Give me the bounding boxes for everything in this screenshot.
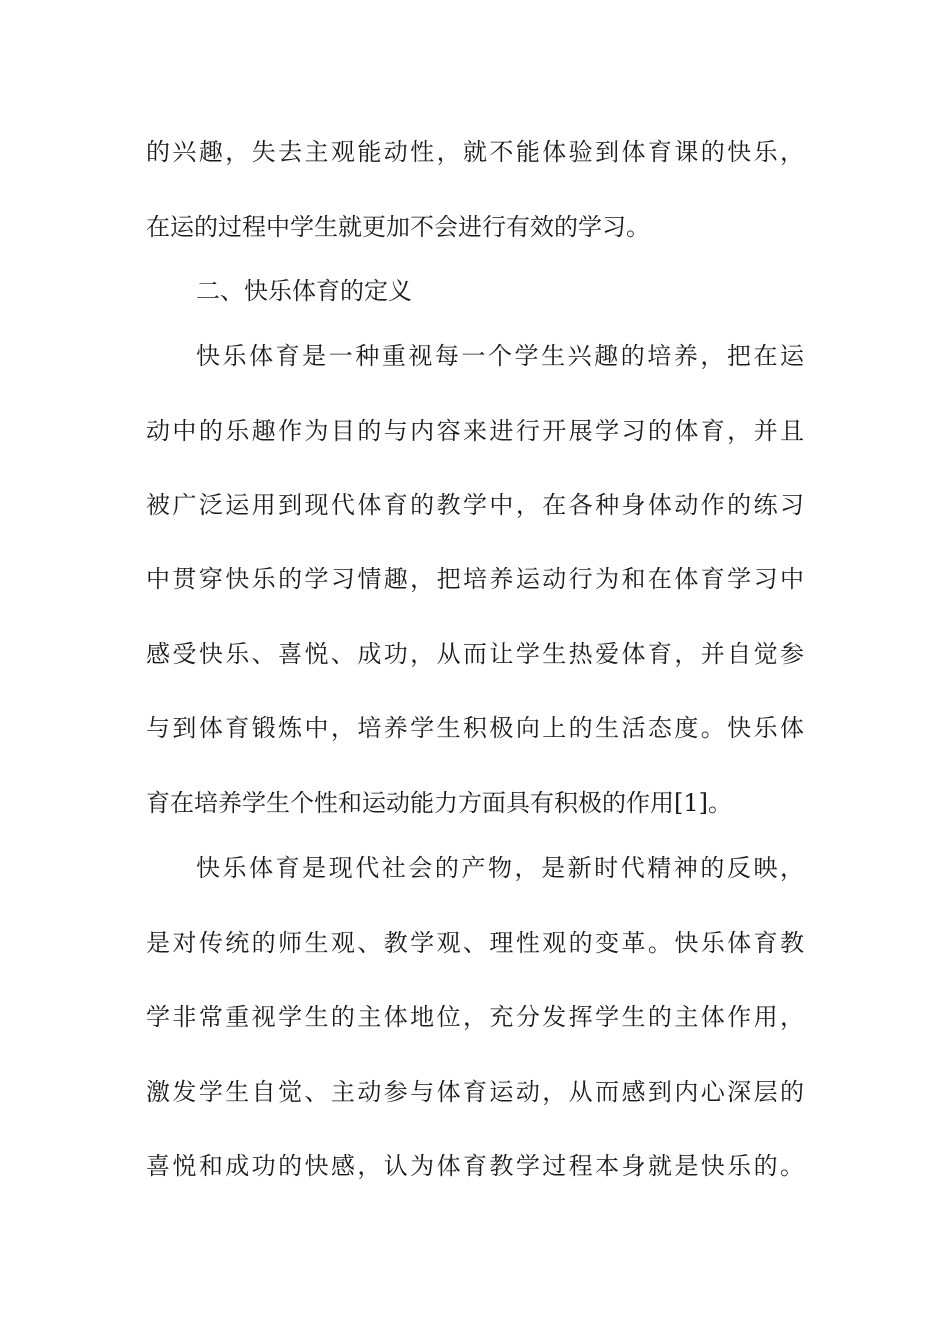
- paragraph-line: 被广泛运用到现代体育的教学中，在各种身体动作的练习: [146, 491, 804, 519]
- paragraph-line: 激发学生自觉、主动参与体育运动，从而感到内心深层的: [146, 1078, 804, 1106]
- section-heading: 二、快乐体育的定义: [196, 277, 412, 305]
- paragraph-line: 的兴趣，失去主观能动性，就不能体验到体育课的快乐，: [146, 138, 804, 166]
- paragraph-line: 与到体育锻炼中，培养学生积极向上的生活态度。快乐体: [146, 714, 804, 742]
- paragraph-line: 学非常重视学生的主体地位，充分发挥学生的主体作用，: [146, 1003, 804, 1031]
- paragraph-line: 快乐体育是一种重视每一个学生兴趣的培养，把在运: [196, 342, 804, 370]
- paragraph-line: 育在培养学生个性和运动能力方面具有积极的作用[1]。: [146, 789, 732, 817]
- paragraph-line: 感受快乐、喜悦、成功，从而让学生热爱体育，并自觉参: [146, 640, 804, 668]
- paragraph-line: 快乐体育是现代社会的产物，是新时代精神的反映，: [196, 854, 804, 882]
- paragraph-line: 中贯穿快乐的学习情趣，把培养运动行为和在体育学习中: [146, 565, 804, 593]
- paragraph-line: 在运的过程中学生就更加不会进行有效的学习。: [146, 213, 650, 241]
- paragraph-line: 喜悦和成功的快感，认为体育教学过程本身就是快乐的。: [146, 1152, 804, 1180]
- paragraph-line: 是对传统的师生观、教学观、理性观的变革。快乐体育教: [146, 929, 804, 957]
- paragraph-line: 动中的乐趣作为目的与内容来进行开展学习的体育，并且: [146, 417, 804, 445]
